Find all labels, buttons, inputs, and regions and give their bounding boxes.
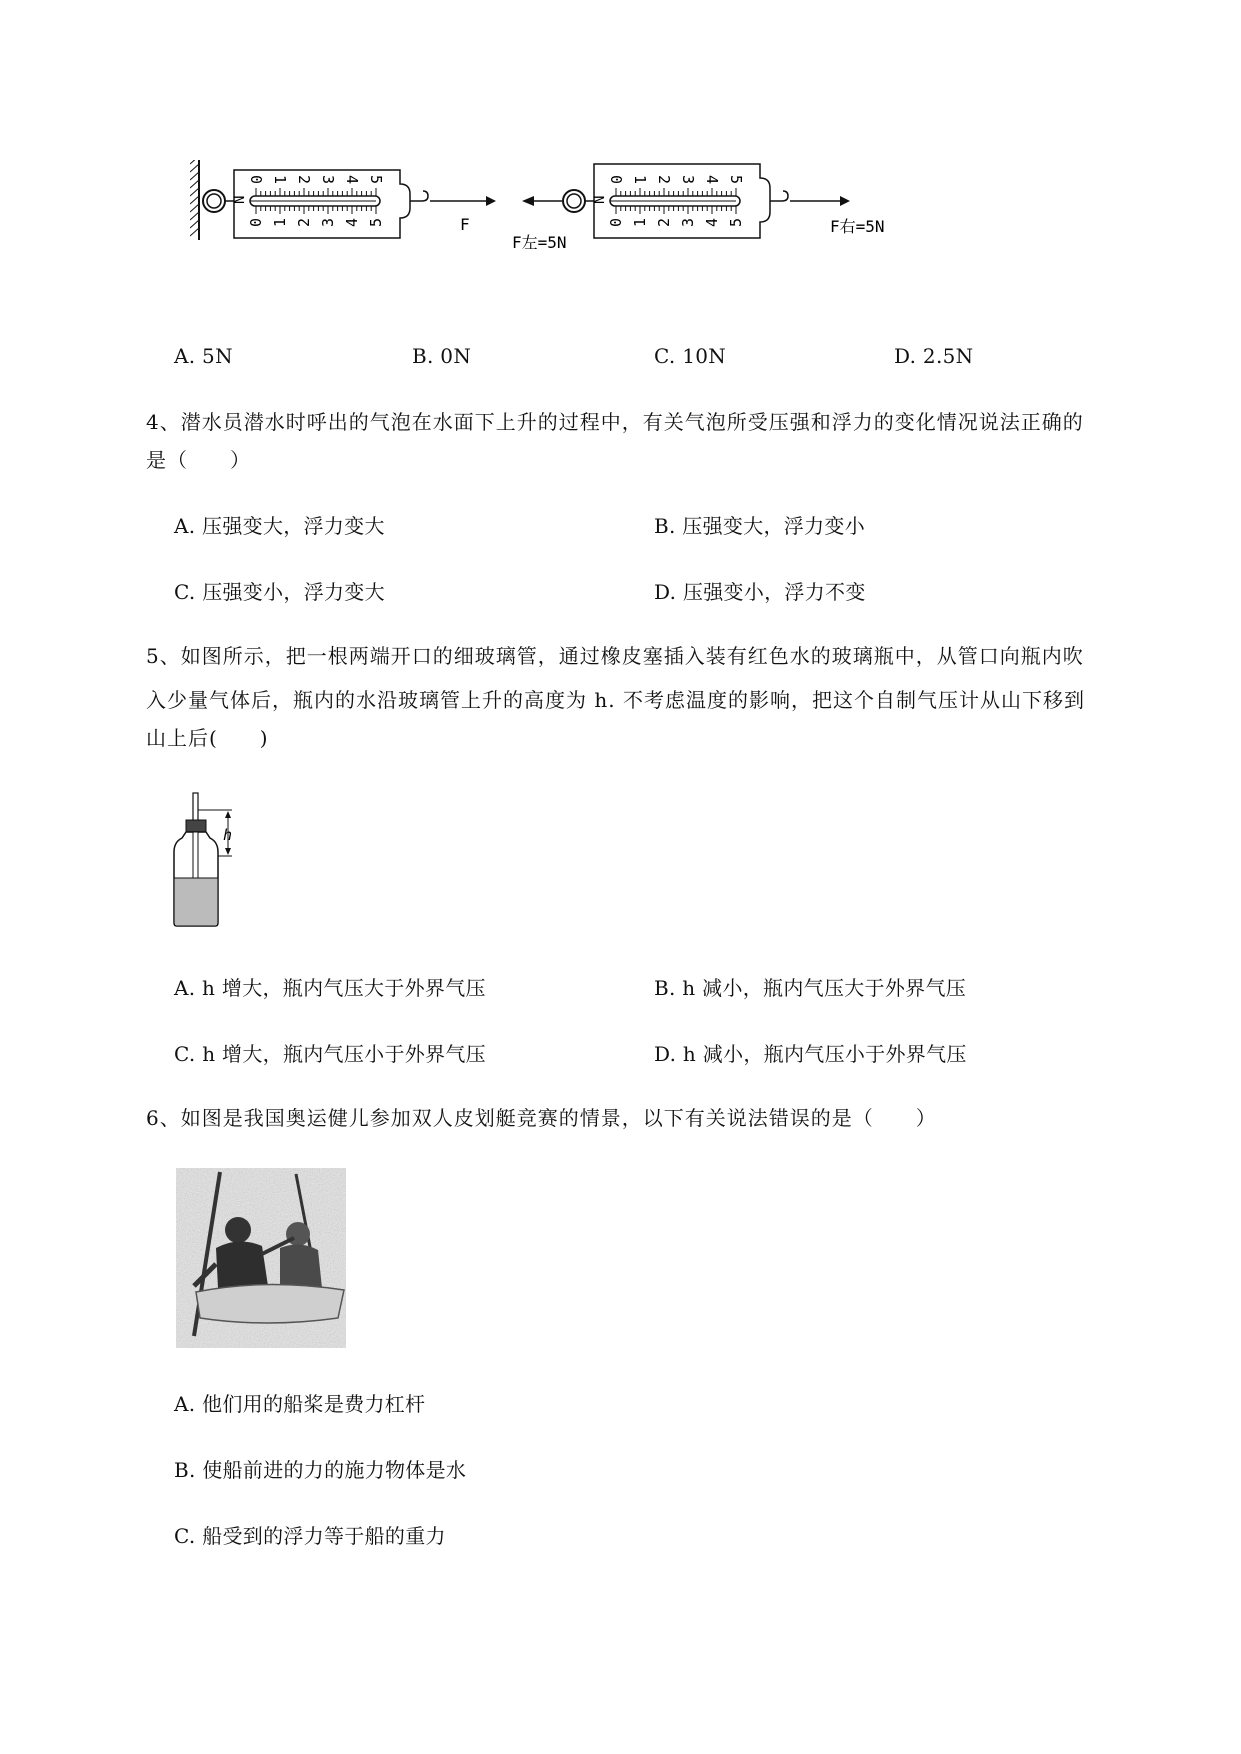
q4-option-a[interactable]: A. 压强变大，浮力变大 — [174, 514, 385, 538]
left-scale-bottom-3: 3 — [319, 217, 337, 227]
q6-option-c[interactable]: C. 船受到的浮力等于船的重力 — [174, 1524, 446, 1548]
left-unit-label: N — [232, 195, 248, 204]
left-scale-top-4: 4 — [343, 175, 361, 185]
q4-option-b[interactable]: B. 压强变大，浮力变小 — [654, 514, 866, 538]
left-scale-top-5: 5 — [367, 175, 385, 185]
spring-scale-figure — [190, 160, 1010, 270]
right-unit-label: N — [592, 195, 608, 204]
right-scale-top-0: 0 — [607, 175, 625, 185]
q4-option-c[interactable]: C. 压强变小，浮力变大 — [174, 580, 385, 604]
left-force-label: F左=5N — [512, 233, 567, 252]
left-scale-bottom-5: 5 — [367, 217, 385, 227]
q5-stem-line3: 山上后( ) — [146, 726, 269, 750]
barometer-bottle-figure — [170, 790, 250, 930]
q6-option-b[interactable]: B. 使船前进的力的施力物体是水 — [174, 1458, 467, 1482]
right-scale-bottom-2: 2 — [655, 217, 673, 227]
kayak-photo — [176, 1168, 346, 1348]
q5-option-a[interactable]: A. h 增大，瓶内气压大于外界气压 — [174, 976, 486, 1000]
q5-stem-line1: 5、如图所示，把一根两端开口的细玻璃管，通过橡皮塞插入装有红色水的玻璃瓶中，从管口向瓶内吹 — [146, 644, 1084, 668]
right-scale-top-3: 3 — [679, 175, 697, 185]
q3-option-a[interactable]: A. 5N — [174, 344, 233, 368]
left-scale-bottom-1: 1 — [271, 217, 289, 227]
q6-stem: 6、如图是我国奥运健儿参加双人皮划艇竞赛的情景，以下有关说法错误的是（ ） — [146, 1106, 937, 1130]
right-scale-top-1: 1 — [631, 175, 649, 185]
right-force-label: F右=5N — [830, 217, 885, 236]
left-scale-bottom-2: 2 — [295, 217, 313, 227]
q4-stem-line1: 4、潜水员潜水时呼出的气泡在水面下上升的过程中，有关气泡所受压强和浮力的变化情况说法正确的 — [146, 410, 1084, 434]
q5-stem-line2: 入少量气体后，瓶内的水沿玻璃管上升的高度为 h. 不考虑温度的影响，把这个自制气压计从山下移到 — [146, 688, 1085, 712]
right-scale-top-4: 4 — [703, 175, 721, 185]
q3-option-c[interactable]: C. 10N — [654, 344, 727, 368]
q4-option-d[interactable]: D. 压强变小，浮力不变 — [654, 580, 866, 604]
q3-option-b[interactable]: B. 0N — [412, 344, 472, 368]
q5-option-b[interactable]: B. h 减小，瓶内气压大于外界气压 — [654, 976, 967, 1000]
right-scale-top-2: 2 — [655, 175, 673, 185]
q5-option-c[interactable]: C. h 增大，瓶内气压小于外界气压 — [174, 1042, 486, 1066]
right-scale-top-5: 5 — [727, 175, 745, 185]
right-scale-bottom-4: 4 — [703, 217, 721, 227]
right-scale-bottom-1: 1 — [631, 217, 649, 227]
wall-hatch — [190, 160, 199, 240]
q6-option-a[interactable]: A. 他们用的船桨是费力杠杆 — [174, 1392, 426, 1416]
left-scale-top-1: 1 — [271, 175, 289, 185]
right-scale-bottom-3: 3 — [679, 217, 697, 227]
q3-option-d[interactable]: D. 2.5N — [894, 344, 974, 368]
q5-option-d[interactable]: D. h 减小，瓶内气压小于外界气压 — [654, 1042, 967, 1066]
right-scale-bottom-0: 0 — [607, 217, 625, 227]
right-spring-scale — [512, 164, 885, 252]
left-scale-top-0: 0 — [247, 175, 265, 185]
left-scale-bottom-0: 0 — [247, 217, 265, 227]
height-label: h — [223, 826, 233, 844]
left-scale-bottom-4: 4 — [343, 217, 361, 227]
left-scale-top-2: 2 — [295, 175, 313, 185]
q4-stem-line2: 是（ ） — [146, 448, 251, 472]
force-label-f: F — [460, 215, 470, 234]
right-scale-bottom-5: 5 — [727, 217, 745, 227]
left-scale-top-3: 3 — [319, 175, 337, 185]
